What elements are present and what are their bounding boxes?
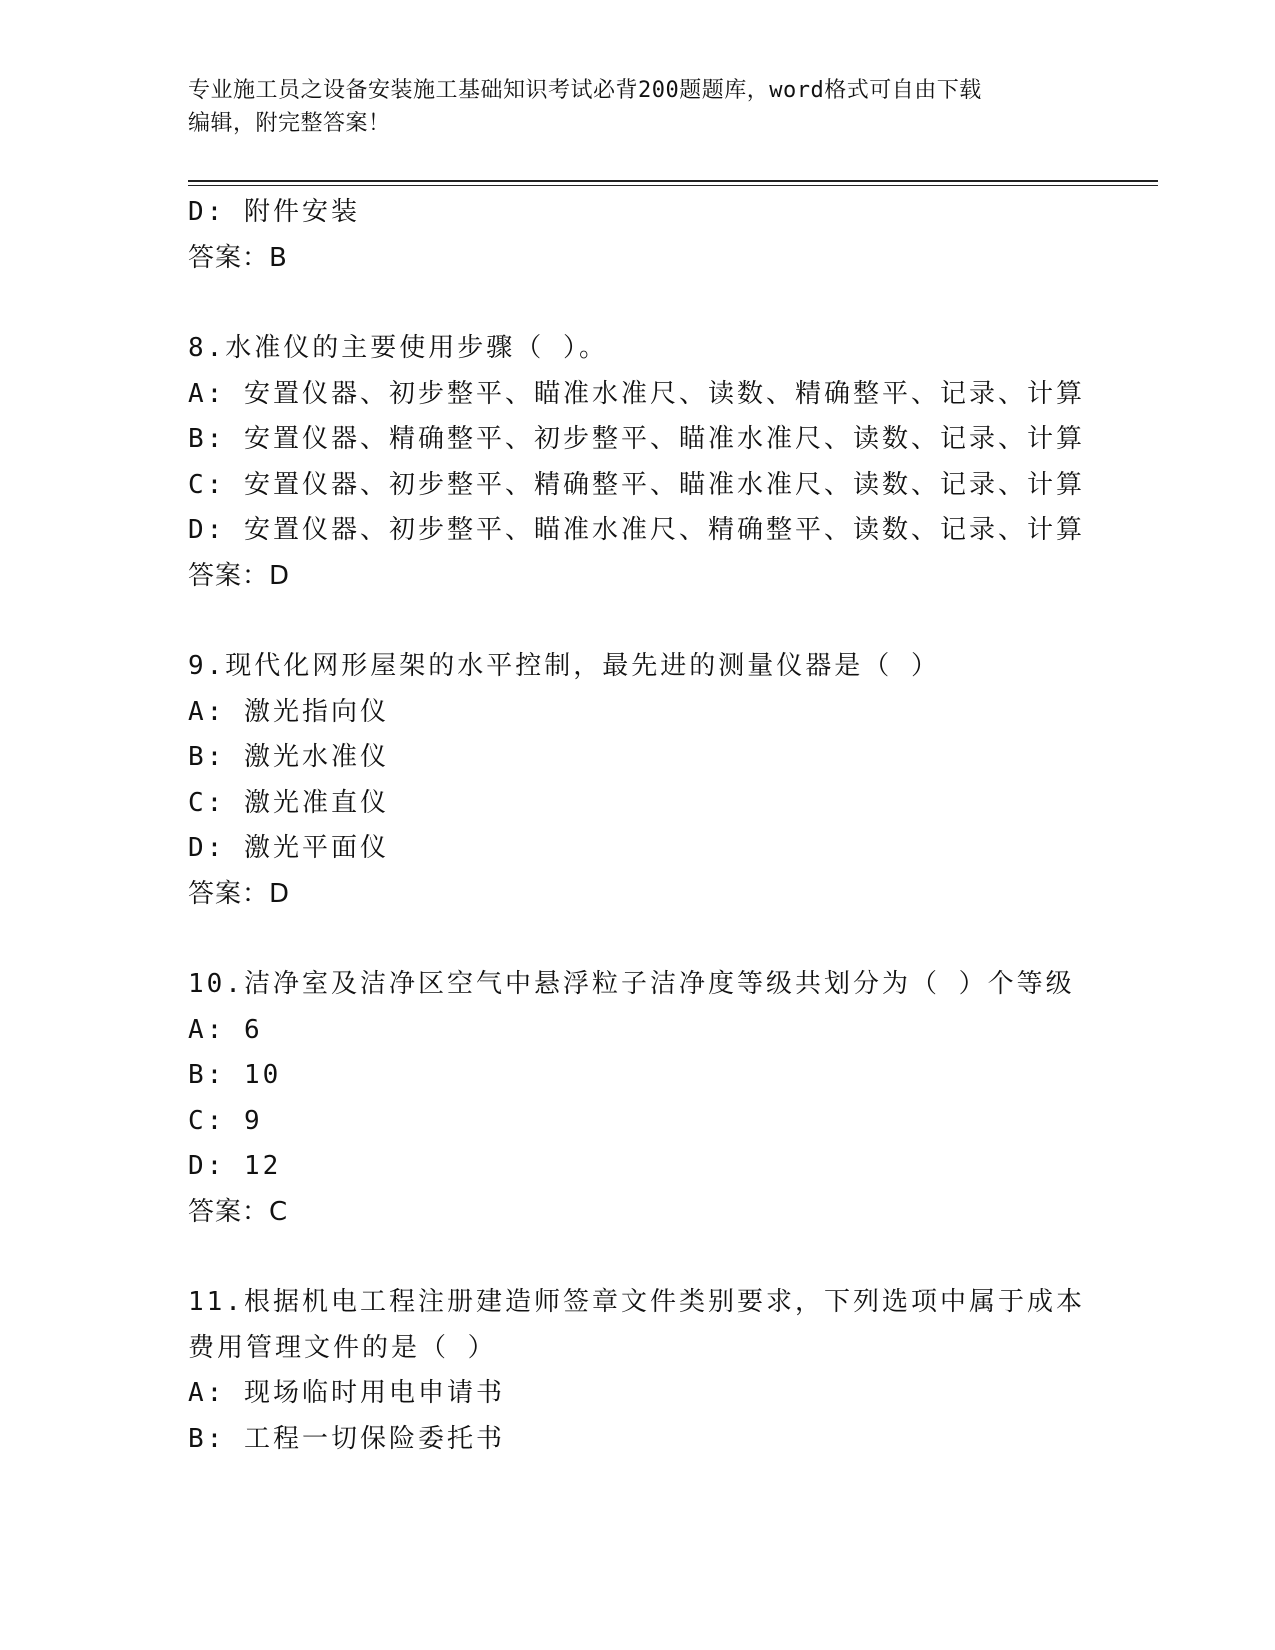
option-c: C: 激光准直仪: [188, 787, 389, 818]
question-stem: 8.水准仪的主要使用步骤（ ）。: [188, 333, 608, 363]
option-b: B: 安置仪器、精确整平、初步整平、瞄准水准尺、读数、记录、计算: [188, 424, 1085, 454]
previous-question-tail: [188, 190, 1148, 281]
option-b: B: 10: [188, 1060, 282, 1090]
question-stem: 9.现代化网形屋架的水平控制，最先进的测量仪器是（ ）: [188, 651, 940, 681]
answer-line: 答案：D: [188, 878, 291, 909]
option-a: A: 6: [188, 1014, 263, 1045]
option-b: B: 工程一切保险委托书: [188, 1423, 505, 1454]
answer-line: 答案：C: [188, 1196, 289, 1227]
header-divider-thick: [188, 180, 1158, 182]
option-b: B: 激光水准仪: [188, 742, 389, 772]
header-divider-thin: [188, 185, 1158, 186]
header-line-2: 编辑，附完整答案！: [188, 111, 391, 136]
answer-line: 答案：B: [188, 242, 288, 273]
option-d: D: 激光平面仪: [188, 833, 389, 863]
question-list: [188, 190, 1148, 1462]
option-c: C: 9: [188, 1105, 263, 1136]
question-stem-line-2: 费用管理文件的是（ ）: [188, 1332, 497, 1363]
question-stem: 10.洁净室及洁净区空气中悬浮粒子洁净度等级共划分为（ ）个等级: [188, 969, 1075, 999]
question-8: [188, 326, 1148, 599]
spacer: [188, 599, 1148, 644]
spacer: [188, 1235, 1148, 1280]
header-line-1: 专业施工员之设备安装施工基础知识考试必背200题题库，word格式可自由下载: [188, 78, 982, 103]
option-a: A: 激光指向仪: [188, 696, 389, 727]
spacer: [188, 917, 1148, 962]
spacer: [188, 281, 1148, 326]
question-stem-line-1: 11.根据机电工程注册建造师签章文件类别要求，下列选项中属于成本: [188, 1287, 1085, 1317]
option-c: C: 安置仪器、初步整平、精确整平、瞄准水准尺、读数、记录、计算: [188, 469, 1085, 500]
document-header: [188, 74, 1088, 140]
option-a: A: 安置仪器、初步整平、瞄准水准尺、读数、精确整平、记录、计算: [188, 378, 1085, 409]
option-d: D: 12: [188, 1151, 282, 1181]
answer-line: 答案：D: [188, 560, 291, 591]
option-a: A: 现场临时用电申请书: [188, 1378, 505, 1408]
question-10: [188, 962, 1148, 1235]
question-11: [188, 1280, 1148, 1462]
option-d: D: 附件安装: [188, 197, 360, 227]
option-d: D: 安置仪器、初步整平、瞄准水准尺、精确整平、读数、记录、计算: [188, 515, 1085, 545]
question-9: [188, 644, 1148, 917]
